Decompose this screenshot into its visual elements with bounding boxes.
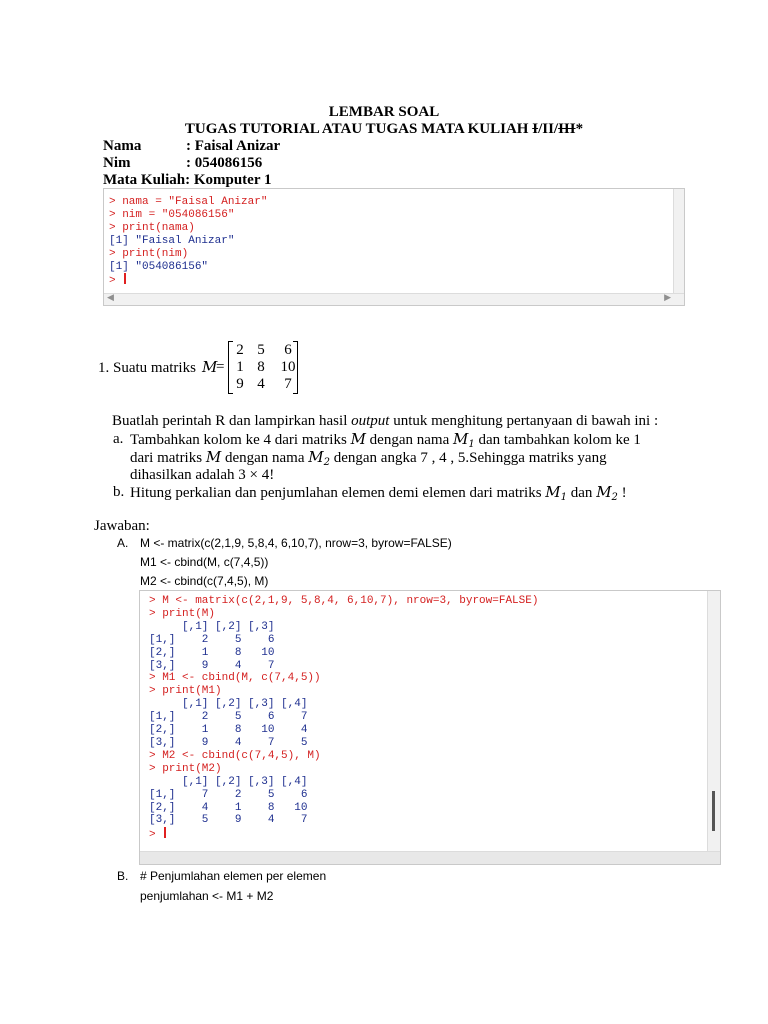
console-1-hscrollbar[interactable] (104, 293, 684, 305)
matrix-cell: 5 (257, 342, 265, 358)
text: dengan nama (221, 450, 309, 466)
nim-value: : 054086156 (186, 155, 263, 171)
answer-B-line-1: # Penjumlahan elemen per elemen (140, 869, 327, 883)
console-line: > M1 <- cbind(M, c(7,4,5)) (149, 672, 321, 685)
text: dari matriks (130, 450, 206, 466)
subscript: 1 (468, 439, 475, 450)
subscript: 2 (323, 457, 330, 468)
console-2-hscrollbar[interactable] (140, 851, 720, 864)
console-line: > M <- matrix(c(2,1,9, 5,8,4, 6,10,7), nrow=3, byrow=FALSE) (149, 595, 539, 607)
subscript: 1 (560, 492, 568, 503)
console-line: [3,] 9 4 7 5 (149, 736, 308, 749)
scroll-left-arrow-icon[interactable]: ◀ (107, 292, 114, 302)
text: Tambahkan kolom ke 4 dari matriks (130, 432, 351, 448)
console-line: [,1] [,2] [,3] [,4] (149, 775, 308, 788)
console-line: > M2 <- cbind(c(7,4,5), M) (149, 749, 321, 762)
text: Hitung perkalian dan penjumlahan elemen demi elemen dari matriks (130, 485, 546, 501)
intro-text-a: Buatlah perintah R dan lampirkan hasil (112, 413, 352, 429)
nama-value: : Faisal Anizar (186, 138, 281, 154)
answer-label: Jawaban: (94, 518, 150, 534)
text: ! (617, 485, 627, 501)
subtitle-mid: /II/ (538, 121, 559, 137)
answer-A-line-3: M2 <- cbind(c(7,4,5), M) (140, 574, 269, 588)
r-console-2 (139, 590, 721, 865)
console-line: [3,] 9 4 7 (149, 659, 275, 672)
answer-A-marker: A. (117, 536, 129, 550)
matrix-cell: 1 (236, 359, 244, 375)
intro-italic: output (351, 413, 390, 429)
symbol-M1: M (545, 483, 561, 501)
console-line: > nim = "054086156" (109, 208, 235, 221)
subtitle-end: * (575, 121, 584, 137)
item-a-line-3: dihasilkan adalah 3 × 4! (130, 467, 275, 483)
console-line: [,1] [,2] [,3] (149, 620, 275, 633)
symbol-M: M (205, 448, 222, 466)
console-1-output (109, 196, 267, 288)
subtitle-main: TUGAS TUTORIAL ATAU TUGAS MATA KULIAH (184, 121, 533, 137)
scroll-right-arrow-icon[interactable]: ▶ (664, 292, 671, 302)
symbol-M: M (350, 430, 366, 448)
nim-label: Nim (103, 155, 131, 171)
answer-A-line-1: M <- matrix(c(2,1,9, 5,8,4, 6,10,7), nrow=3, byrow=FALSE) (140, 536, 452, 550)
console-line: > (149, 827, 538, 842)
item-a-marker: a. (113, 431, 124, 447)
intro-text-b: untuk menghitung pertanyaan di bawah ini : (389, 413, 659, 429)
instruction-intro (112, 413, 658, 430)
console-line: > nama = "Faisal Anizar" (109, 196, 268, 208)
matrix-cell: 9 (236, 376, 244, 392)
matrix-cell: 6 (284, 342, 292, 358)
console-line: [2,] 4 1 8 10 (149, 801, 308, 814)
symbol-M2: M (596, 483, 612, 501)
item-b-marker: b. (113, 484, 125, 500)
console-line: [3,] 5 9 4 7 (149, 814, 308, 827)
console-2-output (149, 595, 538, 842)
item-b-line (130, 484, 627, 506)
matrix-cell: 7 (284, 376, 292, 392)
subtitle-strike-2: III (558, 121, 576, 137)
subtitle-strike-1: I (532, 121, 539, 137)
matrix-cell: 4 (257, 376, 265, 392)
console-2-vscrollbar[interactable] (707, 591, 720, 853)
subscript: 2 (611, 492, 618, 503)
document-title: LEMBAR SOAL (328, 104, 440, 120)
nama-label: Nama (103, 138, 142, 154)
matrix-cell: 2 (236, 342, 244, 358)
symbol-M2: M (308, 448, 324, 466)
matrix-cell: 8 (257, 359, 265, 375)
console-line: [1,] 2 5 6 7 (149, 711, 308, 724)
console-1-vscrollbar[interactable] (673, 189, 684, 295)
text: dan tambahkan kolom ke 1 (474, 432, 641, 448)
text-cursor (124, 273, 126, 284)
answer-A-line-2: M1 <- cbind(M, c(7,4,5)) (140, 555, 269, 569)
matrix-symbol: M (202, 358, 218, 376)
answer-B-marker: B. (117, 869, 129, 883)
console-line: [2,] 1 8 10 (149, 646, 275, 659)
question-1-text: 1. Suatu matriks (98, 360, 196, 376)
console-line: [,1] [,2] [,3] [,4] (149, 698, 308, 711)
answer-B-line-2: penjumlahan <- M1 + M2 (140, 889, 274, 903)
text-cursor (164, 827, 166, 838)
symbol-M1: M (452, 430, 469, 448)
text: dengan angka 7 , 4 , 5.Sehingga matriks yang (329, 450, 607, 466)
matrix-cell: 10 (280, 359, 296, 375)
console-line: [1] "Faisal Anizar" (109, 234, 235, 247)
matrix-equals: = (216, 359, 225, 375)
r-console-1 (103, 188, 685, 306)
mata-kuliah-line: Mata Kuliah: Komputer 1 (103, 172, 272, 188)
console-line: [1,] 2 5 6 (149, 633, 275, 646)
console-line: > print(M1) (149, 685, 222, 698)
text: dengan nama (365, 432, 453, 448)
console-2-scroll-thumb[interactable] (712, 791, 715, 831)
console-line: > print(M2) (149, 762, 222, 775)
console-line: [1,] 7 2 5 6 (149, 788, 308, 801)
console-line: > print(nim) (109, 247, 189, 260)
console-line: [1] "054086156" (109, 260, 209, 273)
document-subtitle (0, 121, 768, 138)
console-line: > print(M) (149, 607, 216, 620)
console-line: > print(nama) (109, 221, 195, 234)
console-line: > (109, 273, 267, 288)
console-line: [2,] 1 8 10 4 (149, 724, 308, 737)
text: dan (567, 485, 597, 501)
